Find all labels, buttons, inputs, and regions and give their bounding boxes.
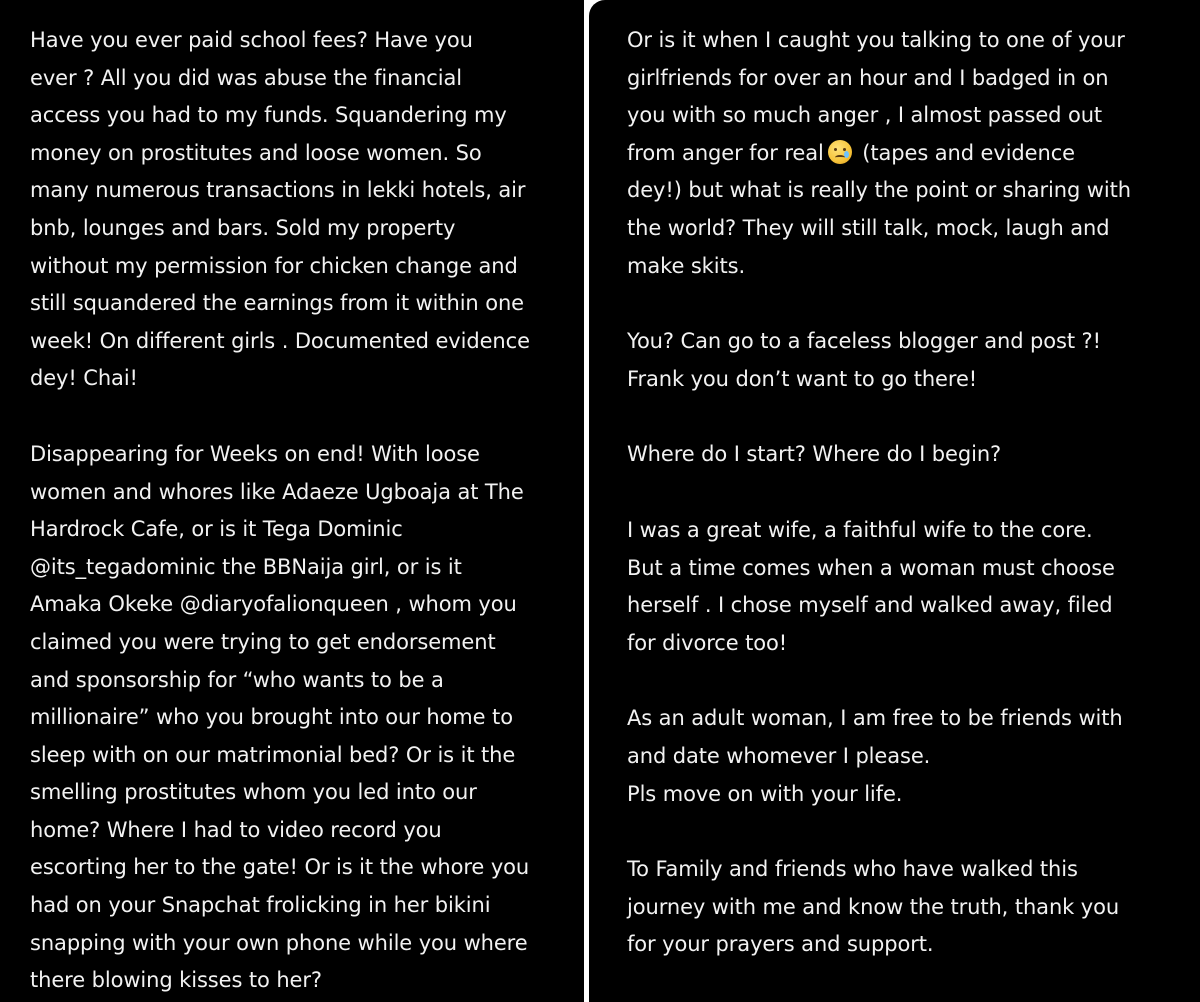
left-paragraph-2 bbox=[30, 436, 576, 1000]
text-line: girlfriends for over an hour and I badged in on bbox=[627, 65, 1109, 90]
text-line: @its_tegadominic the BBNaija girl, or is it bbox=[30, 554, 462, 579]
text-line: As an adult woman, I am free to be friends with bbox=[627, 706, 1123, 731]
text-line: millionaire” who you brought into our home to bbox=[30, 705, 513, 730]
text-line: home? Where I had to video record you bbox=[30, 817, 442, 842]
text-line: dey!) but what is really the point or sharing with bbox=[627, 178, 1131, 203]
text-line: ever ? All you did was abuse the financial bbox=[30, 65, 462, 90]
text-line: Or is it when I caught you talking to one of your bbox=[627, 28, 1125, 52]
right-paragraph-6 bbox=[627, 851, 1190, 964]
text-line: You? Can go to a faceless blogger and post ?! bbox=[627, 329, 1101, 354]
right-paragraph-5 bbox=[627, 700, 1190, 813]
text-line: you with so much anger , I almost passed out bbox=[627, 103, 1103, 128]
text-line: claimed you were trying to get endorsement bbox=[30, 629, 496, 654]
text-segment: (tapes and evidence bbox=[855, 140, 1075, 165]
left-paragraph-1 bbox=[30, 22, 576, 398]
text-line: bnb, lounges and bars. Sold my property bbox=[30, 215, 456, 240]
text-line: sleep with on our matrimonial bed? Or is it the bbox=[30, 742, 516, 767]
right-paragraph-3 bbox=[627, 436, 1190, 474]
text-line: there blowing kisses to her? bbox=[30, 968, 322, 993]
text-line: But a time comes when a woman must choose bbox=[627, 555, 1115, 580]
text-line: money on prostitutes and loose women. So bbox=[30, 140, 482, 165]
text-line: make skits. bbox=[627, 253, 746, 278]
left-note-panel bbox=[0, 0, 584, 1002]
text-line: and date whomever I please. bbox=[627, 743, 931, 768]
right-note-panel bbox=[589, 0, 1200, 1002]
text-line: To Family and friends who have walked this bbox=[627, 857, 1078, 882]
text-line: herself . I chose myself and walked away, filed bbox=[627, 593, 1113, 618]
right-paragraph-4 bbox=[627, 512, 1190, 662]
right-paragraph-2 bbox=[627, 323, 1190, 398]
text-line: Pls move on with your life. bbox=[627, 781, 903, 806]
text-line: women and whores like Adaeze Ugboaja at The bbox=[30, 479, 524, 504]
text-line: week! On different girls . Documented evidence bbox=[30, 328, 530, 353]
text-line: the world? They will still talk, mock, laugh and bbox=[627, 215, 1110, 240]
text-line: many numerous transactions in lekki hotels, air bbox=[30, 178, 526, 203]
right-paragraph-1 bbox=[627, 22, 1190, 285]
text-line: Have you ever paid school fees? Have you bbox=[30, 28, 473, 52]
text-line: Amaka Okeke @diaryofalionqueen , whom you bbox=[30, 592, 517, 617]
text-line: Hardrock Cafe, or is it Tega Dominic bbox=[30, 517, 403, 542]
text-line: access you had to my funds. Squandering my bbox=[30, 103, 507, 128]
text-line: without my permission for chicken change and bbox=[30, 253, 518, 278]
text-line: snapping with your own phone while you where bbox=[30, 930, 528, 955]
text-line: for divorce too! bbox=[627, 630, 788, 655]
text-line: journey with me and know the truth, thank you bbox=[627, 894, 1120, 919]
text-segment: from anger for real bbox=[627, 140, 824, 165]
text-line: Frank you don’t want to go there! bbox=[627, 366, 978, 391]
text-line: and sponsorship for “who wants to be a bbox=[30, 667, 444, 692]
text-line: smelling prostitutes whom you led into our bbox=[30, 780, 477, 805]
text-line: Where do I start? Where do I begin? bbox=[627, 442, 1002, 467]
text-line: dey! Chai! bbox=[30, 366, 138, 391]
text-line: had on your Snapchat frolicking in her bikini bbox=[30, 893, 491, 918]
text-line: for your prayers and support. bbox=[627, 932, 934, 957]
text-line: still squandered the earnings from it within one bbox=[30, 291, 524, 316]
crying-face-emoji-icon bbox=[828, 140, 852, 164]
text-line: Disappearing for Weeks on end! With loose bbox=[30, 441, 480, 466]
text-line-with-emoji bbox=[627, 135, 1190, 173]
text-line: I was a great wife, a faithful wife to the core. bbox=[627, 517, 1093, 542]
text-line: escorting her to the gate! Or is it the whore you bbox=[30, 855, 530, 880]
